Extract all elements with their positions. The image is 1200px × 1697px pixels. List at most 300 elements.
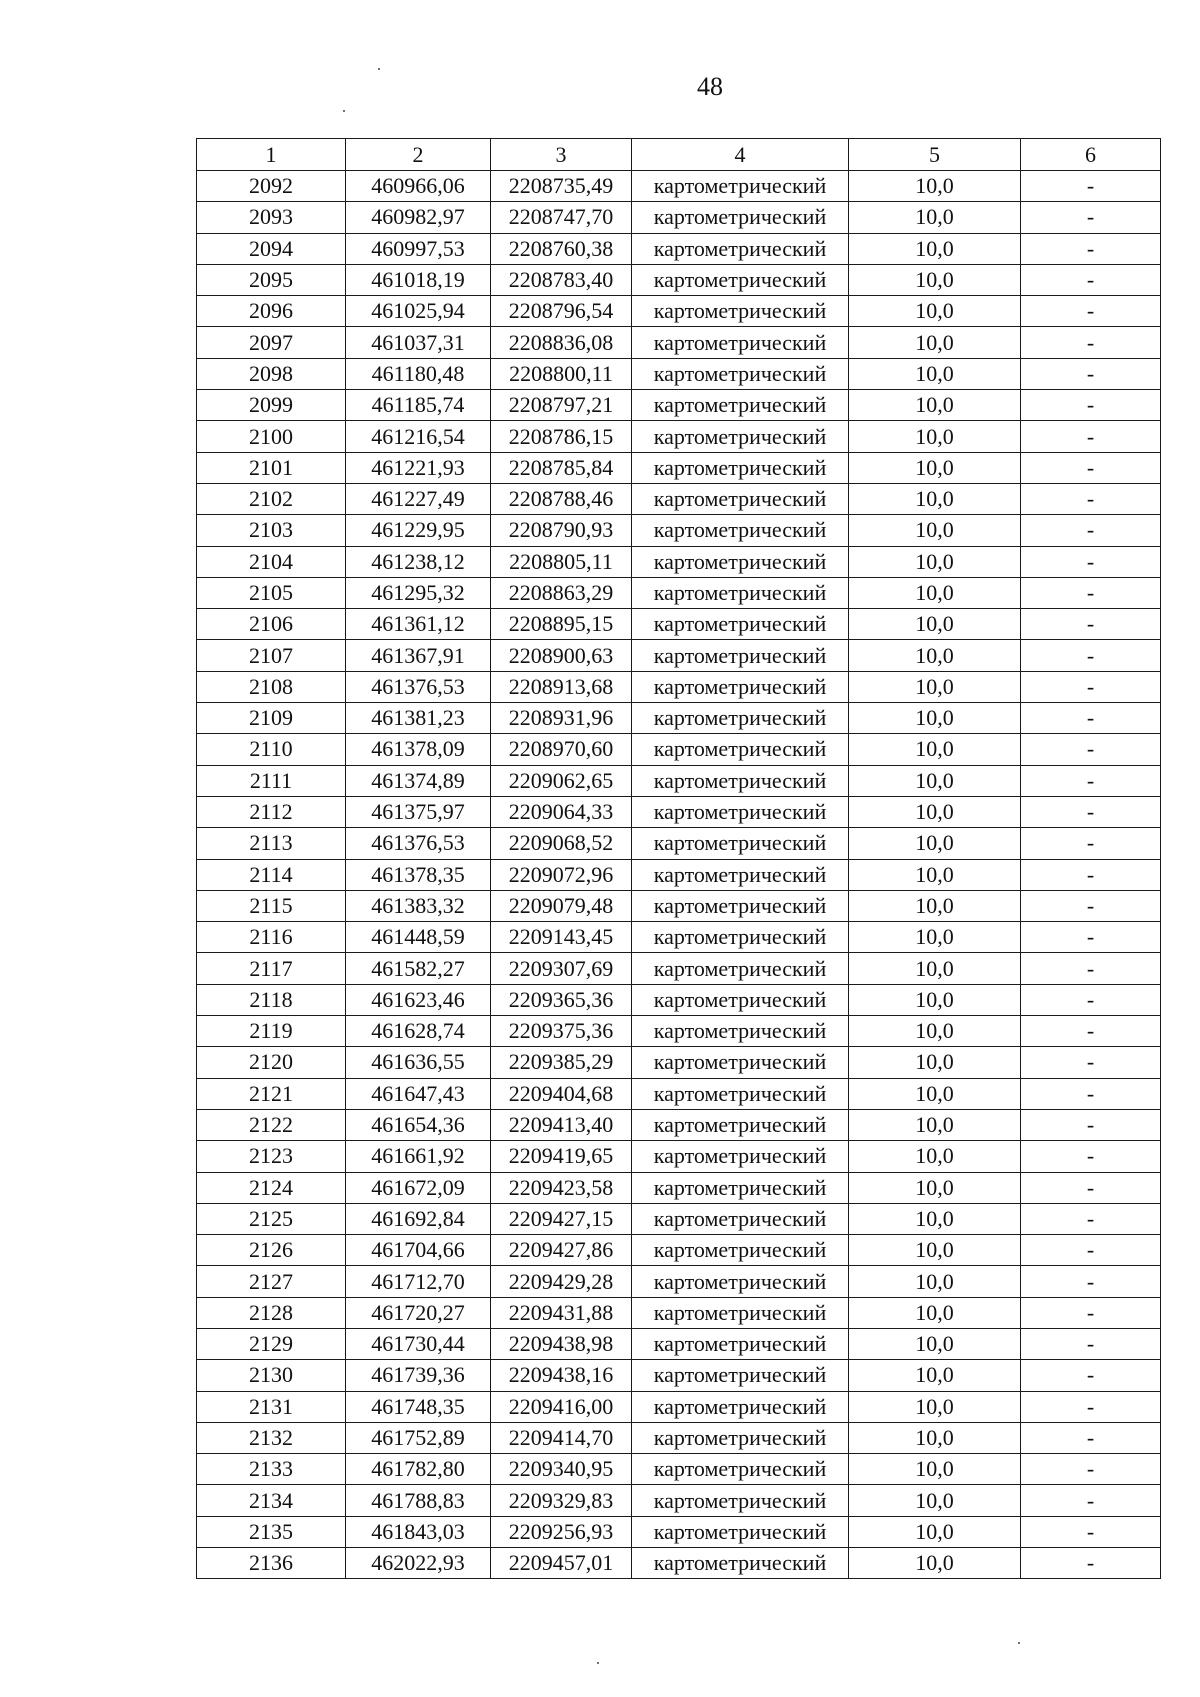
- table-row: [197, 703, 1161, 734]
- accuracy-cell: 10,0: [849, 1422, 1021, 1453]
- y-coordinate-cell: 2209427,15: [491, 1203, 632, 1234]
- accuracy-cell: 10,0: [849, 703, 1021, 734]
- method-cell: картометрический: [632, 890, 849, 921]
- table-row: [197, 233, 1161, 264]
- x-coordinate-cell: 461647,43: [346, 1078, 491, 1109]
- point-number-cell: 2121: [197, 1078, 346, 1109]
- point-number-cell: 2101: [197, 452, 346, 483]
- point-number-cell: 2104: [197, 546, 346, 577]
- y-coordinate-cell: 2208913,68: [491, 671, 632, 702]
- accuracy-cell: 10,0: [849, 327, 1021, 358]
- table-header-cell: 4: [632, 139, 849, 171]
- x-coordinate-cell: 460982,97: [346, 202, 491, 233]
- point-number-cell: 2114: [197, 859, 346, 890]
- point-number-cell: 2108: [197, 671, 346, 702]
- method-cell: картометрический: [632, 1047, 849, 1078]
- table-row: [197, 327, 1161, 358]
- table-row: [197, 1328, 1161, 1359]
- accuracy-cell: 10,0: [849, 1360, 1021, 1391]
- table-row: [197, 859, 1161, 890]
- note-cell: -: [1021, 390, 1161, 421]
- note-cell: -: [1021, 1109, 1161, 1140]
- method-cell: картометрический: [632, 296, 849, 327]
- method-cell: картометрический: [632, 390, 849, 421]
- accuracy-cell: 10,0: [849, 859, 1021, 890]
- accuracy-cell: 10,0: [849, 1548, 1021, 1579]
- method-cell: картометрический: [632, 421, 849, 452]
- y-coordinate-cell: 2208796,54: [491, 296, 632, 327]
- table-row: [197, 796, 1161, 827]
- method-cell: картометрический: [632, 1109, 849, 1140]
- accuracy-cell: 10,0: [849, 890, 1021, 921]
- x-coordinate-cell: 460966,06: [346, 171, 491, 202]
- note-cell: -: [1021, 296, 1161, 327]
- note-cell: -: [1021, 483, 1161, 514]
- accuracy-cell: 10,0: [849, 1109, 1021, 1140]
- table-row: [197, 1516, 1161, 1547]
- note-cell: -: [1021, 421, 1161, 452]
- x-coordinate-cell: 461018,19: [346, 264, 491, 295]
- note-cell: -: [1021, 765, 1161, 796]
- x-coordinate-cell: 461374,89: [346, 765, 491, 796]
- table-row: [197, 734, 1161, 765]
- table-row: [197, 515, 1161, 546]
- table-header-cell: 3: [491, 139, 632, 171]
- x-coordinate-cell: 461752,89: [346, 1422, 491, 1453]
- x-coordinate-cell: 461704,66: [346, 1235, 491, 1266]
- x-coordinate-cell: 461229,95: [346, 515, 491, 546]
- x-coordinate-cell: 460997,53: [346, 233, 491, 264]
- table-row: [197, 202, 1161, 233]
- note-cell: -: [1021, 1548, 1161, 1579]
- table-row: [197, 264, 1161, 295]
- note-cell: -: [1021, 1454, 1161, 1485]
- x-coordinate-cell: 461628,74: [346, 1016, 491, 1047]
- table-row: [197, 1360, 1161, 1391]
- page-number: 48: [697, 72, 723, 101]
- y-coordinate-cell: 2209062,65: [491, 765, 632, 796]
- point-number-cell: 2093: [197, 202, 346, 233]
- note-cell: -: [1021, 796, 1161, 827]
- x-coordinate-cell: 461448,59: [346, 922, 491, 953]
- point-number-cell: 2118: [197, 984, 346, 1015]
- method-cell: картометрический: [632, 1235, 849, 1266]
- y-coordinate-cell: 2208863,29: [491, 577, 632, 608]
- table-row: [197, 984, 1161, 1015]
- note-cell: -: [1021, 171, 1161, 202]
- y-coordinate-cell: 2209143,45: [491, 922, 632, 953]
- note-cell: -: [1021, 1391, 1161, 1422]
- accuracy-cell: 10,0: [849, 671, 1021, 702]
- point-number-cell: 2095: [197, 264, 346, 295]
- table-row: [197, 953, 1161, 984]
- table-header-cell: 2: [346, 139, 491, 171]
- table-row: [197, 358, 1161, 389]
- point-number-cell: 2096: [197, 296, 346, 327]
- y-coordinate-cell: 2209404,68: [491, 1078, 632, 1109]
- point-number-cell: 2123: [197, 1141, 346, 1172]
- x-coordinate-cell: 461654,36: [346, 1109, 491, 1140]
- point-number-cell: 2128: [197, 1297, 346, 1328]
- table-row: [197, 1454, 1161, 1485]
- method-cell: картометрический: [632, 1548, 849, 1579]
- y-coordinate-cell: 2209414,70: [491, 1422, 632, 1453]
- y-coordinate-cell: 2208786,15: [491, 421, 632, 452]
- table-row: [197, 1172, 1161, 1203]
- accuracy-cell: 10,0: [849, 390, 1021, 421]
- method-cell: картометрический: [632, 1016, 849, 1047]
- accuracy-cell: 10,0: [849, 734, 1021, 765]
- accuracy-cell: 10,0: [849, 1141, 1021, 1172]
- point-number-cell: 2094: [197, 233, 346, 264]
- accuracy-cell: 10,0: [849, 1328, 1021, 1359]
- y-coordinate-cell: 2208735,49: [491, 171, 632, 202]
- table-row: [197, 1485, 1161, 1516]
- method-cell: картометрический: [632, 1203, 849, 1234]
- accuracy-cell: 10,0: [849, 922, 1021, 953]
- note-cell: -: [1021, 703, 1161, 734]
- y-coordinate-cell: 2209423,58: [491, 1172, 632, 1203]
- accuracy-cell: 10,0: [849, 233, 1021, 264]
- accuracy-cell: 10,0: [849, 171, 1021, 202]
- y-coordinate-cell: 2208788,46: [491, 483, 632, 514]
- table-body: [197, 171, 1161, 1579]
- accuracy-cell: 10,0: [849, 640, 1021, 671]
- accuracy-cell: 10,0: [849, 1047, 1021, 1078]
- method-cell: картометрический: [632, 483, 849, 514]
- y-coordinate-cell: 2209068,52: [491, 828, 632, 859]
- method-cell: картометрический: [632, 1485, 849, 1516]
- accuracy-cell: 10,0: [849, 1078, 1021, 1109]
- x-coordinate-cell: 461378,09: [346, 734, 491, 765]
- method-cell: картометрический: [632, 546, 849, 577]
- point-number-cell: 2098: [197, 358, 346, 389]
- method-cell: картометрический: [632, 1297, 849, 1328]
- method-cell: картометрический: [632, 828, 849, 859]
- y-coordinate-cell: 2209457,01: [491, 1548, 632, 1579]
- y-coordinate-cell: 2209365,36: [491, 984, 632, 1015]
- method-cell: картометрический: [632, 1172, 849, 1203]
- note-cell: -: [1021, 1047, 1161, 1078]
- method-cell: картометрический: [632, 734, 849, 765]
- note-cell: -: [1021, 734, 1161, 765]
- x-coordinate-cell: 461361,12: [346, 609, 491, 640]
- table-row: [197, 296, 1161, 327]
- scan-speck: [343, 110, 345, 112]
- table-row: [197, 1266, 1161, 1297]
- method-cell: картометрический: [632, 922, 849, 953]
- method-cell: картометрический: [632, 1266, 849, 1297]
- y-coordinate-cell: 2209064,33: [491, 796, 632, 827]
- note-cell: -: [1021, 233, 1161, 264]
- accuracy-cell: 10,0: [849, 796, 1021, 827]
- note-cell: -: [1021, 828, 1161, 859]
- accuracy-cell: 10,0: [849, 515, 1021, 546]
- x-coordinate-cell: 462022,93: [346, 1548, 491, 1579]
- method-cell: картометрический: [632, 233, 849, 264]
- accuracy-cell: 10,0: [849, 984, 1021, 1015]
- point-number-cell: 2100: [197, 421, 346, 452]
- point-number-cell: 2115: [197, 890, 346, 921]
- scan-speck: [378, 68, 380, 70]
- note-cell: -: [1021, 327, 1161, 358]
- y-coordinate-cell: 2208836,08: [491, 327, 632, 358]
- accuracy-cell: 10,0: [849, 1016, 1021, 1047]
- method-cell: картометрический: [632, 1516, 849, 1547]
- accuracy-cell: 10,0: [849, 828, 1021, 859]
- point-number-cell: 2103: [197, 515, 346, 546]
- point-number-cell: 2127: [197, 1266, 346, 1297]
- y-coordinate-cell: 2209419,65: [491, 1141, 632, 1172]
- accuracy-cell: 10,0: [849, 296, 1021, 327]
- point-number-cell: 2106: [197, 609, 346, 640]
- scan-speck: [1018, 1642, 1020, 1644]
- method-cell: картометрический: [632, 264, 849, 295]
- method-cell: картометрический: [632, 327, 849, 358]
- note-cell: -: [1021, 922, 1161, 953]
- table-row: [197, 1047, 1161, 1078]
- x-coordinate-cell: 461376,53: [346, 828, 491, 859]
- note-cell: -: [1021, 546, 1161, 577]
- y-coordinate-cell: 2209307,69: [491, 953, 632, 984]
- note-cell: -: [1021, 264, 1161, 295]
- accuracy-cell: 10,0: [849, 1266, 1021, 1297]
- note-cell: -: [1021, 1485, 1161, 1516]
- y-coordinate-cell: 2209416,00: [491, 1391, 632, 1422]
- point-number-cell: 2117: [197, 953, 346, 984]
- note-cell: -: [1021, 1297, 1161, 1328]
- x-coordinate-cell: 461636,55: [346, 1047, 491, 1078]
- point-number-cell: 2125: [197, 1203, 346, 1234]
- accuracy-cell: 10,0: [849, 1485, 1021, 1516]
- point-number-cell: 2113: [197, 828, 346, 859]
- y-coordinate-cell: 2208900,63: [491, 640, 632, 671]
- y-coordinate-cell: 2208760,38: [491, 233, 632, 264]
- accuracy-cell: 10,0: [849, 1203, 1021, 1234]
- y-coordinate-cell: 2208790,93: [491, 515, 632, 546]
- accuracy-cell: 10,0: [849, 452, 1021, 483]
- x-coordinate-cell: 461720,27: [346, 1297, 491, 1328]
- point-number-cell: 2130: [197, 1360, 346, 1391]
- table-row: [197, 671, 1161, 702]
- note-cell: -: [1021, 1360, 1161, 1391]
- method-cell: картометрический: [632, 703, 849, 734]
- note-cell: -: [1021, 1078, 1161, 1109]
- x-coordinate-cell: 461712,70: [346, 1266, 491, 1297]
- table-row: [197, 828, 1161, 859]
- table-row: [197, 171, 1161, 202]
- note-cell: -: [1021, 671, 1161, 702]
- table-header-cell: 1: [197, 139, 346, 171]
- x-coordinate-cell: 461788,83: [346, 1485, 491, 1516]
- table-row: [197, 390, 1161, 421]
- y-coordinate-cell: 2208797,21: [491, 390, 632, 421]
- point-number-cell: 2131: [197, 1391, 346, 1422]
- table-row: [197, 1016, 1161, 1047]
- table-row: [197, 1078, 1161, 1109]
- x-coordinate-cell: 461782,80: [346, 1454, 491, 1485]
- method-cell: картометрический: [632, 984, 849, 1015]
- point-number-cell: 2112: [197, 796, 346, 827]
- x-coordinate-cell: 461295,32: [346, 577, 491, 608]
- y-coordinate-cell: 2208800,11: [491, 358, 632, 389]
- note-cell: -: [1021, 202, 1161, 233]
- table-header-row: [197, 139, 1161, 171]
- point-number-cell: 2129: [197, 1328, 346, 1359]
- table-row: [197, 483, 1161, 514]
- accuracy-cell: 10,0: [849, 546, 1021, 577]
- method-cell: картометрический: [632, 171, 849, 202]
- point-number-cell: 2135: [197, 1516, 346, 1547]
- method-cell: картометрический: [632, 1422, 849, 1453]
- table-row: [197, 546, 1161, 577]
- note-cell: -: [1021, 1235, 1161, 1266]
- y-coordinate-cell: 2209256,93: [491, 1516, 632, 1547]
- note-cell: -: [1021, 1516, 1161, 1547]
- x-coordinate-cell: 461692,84: [346, 1203, 491, 1234]
- method-cell: картометрический: [632, 358, 849, 389]
- table-row: [197, 1297, 1161, 1328]
- note-cell: -: [1021, 1422, 1161, 1453]
- table-row: [197, 1141, 1161, 1172]
- x-coordinate-cell: 461216,54: [346, 421, 491, 452]
- accuracy-cell: 10,0: [849, 1454, 1021, 1485]
- note-cell: -: [1021, 577, 1161, 608]
- method-cell: картометрический: [632, 202, 849, 233]
- x-coordinate-cell: 461739,36: [346, 1360, 491, 1391]
- x-coordinate-cell: 461383,32: [346, 890, 491, 921]
- accuracy-cell: 10,0: [849, 953, 1021, 984]
- x-coordinate-cell: 461843,03: [346, 1516, 491, 1547]
- point-number-cell: 2120: [197, 1047, 346, 1078]
- point-number-cell: 2132: [197, 1422, 346, 1453]
- y-coordinate-cell: 2209438,98: [491, 1328, 632, 1359]
- table-row: [197, 890, 1161, 921]
- method-cell: картометрический: [632, 1360, 849, 1391]
- point-number-cell: 2105: [197, 577, 346, 608]
- y-coordinate-cell: 2209329,83: [491, 1485, 632, 1516]
- method-cell: картометрический: [632, 859, 849, 890]
- method-cell: картометрический: [632, 765, 849, 796]
- accuracy-cell: 10,0: [849, 577, 1021, 608]
- method-cell: картометрический: [632, 452, 849, 483]
- point-number-cell: 2099: [197, 390, 346, 421]
- x-coordinate-cell: 461375,97: [346, 796, 491, 827]
- x-coordinate-cell: 461367,91: [346, 640, 491, 671]
- table-row: [197, 1203, 1161, 1234]
- note-cell: -: [1021, 1172, 1161, 1203]
- table-header-cell: 5: [849, 139, 1021, 171]
- x-coordinate-cell: 461227,49: [346, 483, 491, 514]
- accuracy-cell: 10,0: [849, 358, 1021, 389]
- note-cell: -: [1021, 984, 1161, 1015]
- y-coordinate-cell: 2208785,84: [491, 452, 632, 483]
- y-coordinate-cell: 2209079,48: [491, 890, 632, 921]
- point-number-cell: 2097: [197, 327, 346, 358]
- y-coordinate-cell: 2208805,11: [491, 546, 632, 577]
- y-coordinate-cell: 2208970,60: [491, 734, 632, 765]
- note-cell: -: [1021, 890, 1161, 921]
- x-coordinate-cell: 461221,93: [346, 452, 491, 483]
- y-coordinate-cell: 2209375,36: [491, 1016, 632, 1047]
- note-cell: -: [1021, 1266, 1161, 1297]
- note-cell: -: [1021, 1141, 1161, 1172]
- method-cell: картометрический: [632, 1078, 849, 1109]
- point-number-cell: 2134: [197, 1485, 346, 1516]
- point-number-cell: 2109: [197, 703, 346, 734]
- method-cell: картометрический: [632, 953, 849, 984]
- point-number-cell: 2133: [197, 1454, 346, 1485]
- method-cell: картометрический: [632, 1391, 849, 1422]
- accuracy-cell: 10,0: [849, 765, 1021, 796]
- y-coordinate-cell: 2209429,28: [491, 1266, 632, 1297]
- method-cell: картометрический: [632, 609, 849, 640]
- x-coordinate-cell: 461582,27: [346, 953, 491, 984]
- x-coordinate-cell: 461378,35: [346, 859, 491, 890]
- x-coordinate-cell: 461037,31: [346, 327, 491, 358]
- accuracy-cell: 10,0: [849, 1391, 1021, 1422]
- y-coordinate-cell: 2209072,96: [491, 859, 632, 890]
- note-cell: -: [1021, 452, 1161, 483]
- table-row: [197, 1109, 1161, 1140]
- point-number-cell: 2124: [197, 1172, 346, 1203]
- table-row: [197, 452, 1161, 483]
- method-cell: картометрический: [632, 671, 849, 702]
- x-coordinate-cell: 461730,44: [346, 1328, 491, 1359]
- coordinates-table: [196, 138, 1161, 1579]
- note-cell: -: [1021, 1016, 1161, 1047]
- point-number-cell: 2107: [197, 640, 346, 671]
- y-coordinate-cell: 2209385,29: [491, 1047, 632, 1078]
- y-coordinate-cell: 2209427,86: [491, 1235, 632, 1266]
- method-cell: картометрический: [632, 796, 849, 827]
- method-cell: картометрический: [632, 1328, 849, 1359]
- x-coordinate-cell: 461025,94: [346, 296, 491, 327]
- y-coordinate-cell: 2209438,16: [491, 1360, 632, 1391]
- table-row: [197, 421, 1161, 452]
- accuracy-cell: 10,0: [849, 609, 1021, 640]
- x-coordinate-cell: 461748,35: [346, 1391, 491, 1422]
- method-cell: картометрический: [632, 577, 849, 608]
- point-number-cell: 2126: [197, 1235, 346, 1266]
- accuracy-cell: 10,0: [849, 421, 1021, 452]
- x-coordinate-cell: 461623,46: [346, 984, 491, 1015]
- table-row: [197, 1548, 1161, 1579]
- point-number-cell: 2116: [197, 922, 346, 953]
- table-header-cell: 6: [1021, 139, 1161, 171]
- x-coordinate-cell: 461376,53: [346, 671, 491, 702]
- accuracy-cell: 10,0: [849, 1235, 1021, 1266]
- y-coordinate-cell: 2209413,40: [491, 1109, 632, 1140]
- x-coordinate-cell: 461381,23: [346, 703, 491, 734]
- accuracy-cell: 10,0: [849, 1297, 1021, 1328]
- x-coordinate-cell: 461672,09: [346, 1172, 491, 1203]
- method-cell: картометрический: [632, 640, 849, 671]
- note-cell: -: [1021, 515, 1161, 546]
- point-number-cell: 2136: [197, 1548, 346, 1579]
- y-coordinate-cell: 2209431,88: [491, 1297, 632, 1328]
- point-number-cell: 2102: [197, 483, 346, 514]
- table-row: [197, 1235, 1161, 1266]
- table-row: [197, 1422, 1161, 1453]
- table-row: [197, 1391, 1161, 1422]
- note-cell: -: [1021, 953, 1161, 984]
- scan-speck: [597, 1662, 599, 1664]
- note-cell: -: [1021, 859, 1161, 890]
- point-number-cell: 2092: [197, 171, 346, 202]
- table-row: [197, 577, 1161, 608]
- method-cell: картометрический: [632, 1141, 849, 1172]
